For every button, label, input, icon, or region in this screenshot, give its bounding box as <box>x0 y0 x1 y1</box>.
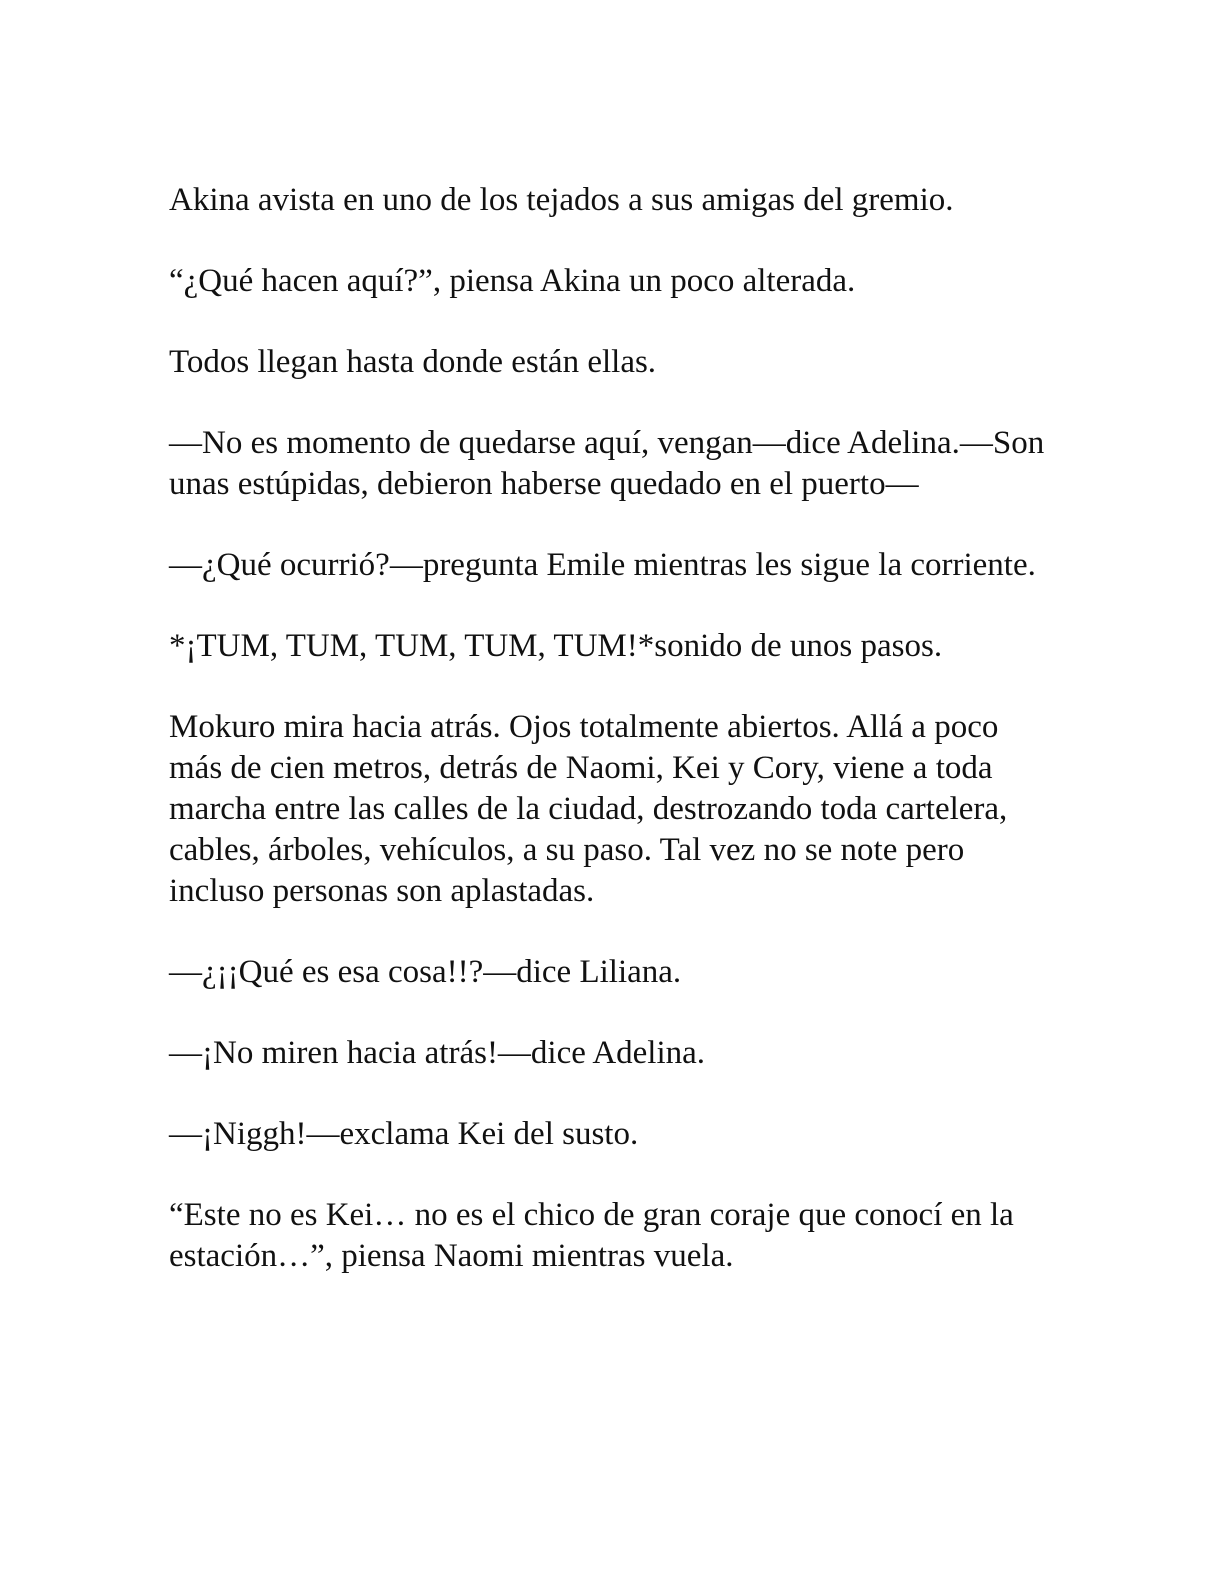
paragraph-7: Mokuro mira hacia atrás. Ojos totalmente abiertos. Allá a poco más de cien metros, detrás de Naomi, Kei y Cory, viene a toda marcha entre las calles de la ciudad, destrozando toda cartelera, cables, árboles, vehículos, a su paso. Tal vez no se note pero incluso personas son aplastadas. <box>169 709 1008 909</box>
paragraph-2: “¿Qué hacen aquí?”, piensa Akina un poco alterada. <box>169 263 856 299</box>
paragraph-6: *¡TUM, TUM, TUM, TUM, TUM!*sonido de unos pasos. <box>169 628 943 664</box>
paragraph-10: —¡Niggh!—exclama Kei del susto. <box>169 1116 639 1152</box>
paragraph-9: —¡No miren hacia atrás!—dice Adelina. <box>169 1035 706 1071</box>
document-page <box>169 180 1049 1317</box>
paragraph-11: “Este no es Kei… no es el chico de gran coraje que conocí en la estación…”, piensa Naomi mientras vuela. <box>169 1197 1014 1274</box>
paragraph-1: Akina avista en uno de los tejados a sus amigas del gremio. <box>169 182 954 218</box>
paragraph-4: —No es momento de quedarse aquí, vengan—dice Adelina.—Son unas estúpidas, debieron haberse quedado en el puerto— <box>169 425 1045 502</box>
paragraph-3: Todos llegan hasta donde están ellas. <box>169 344 657 380</box>
paragraph-8: —¿¡¡Qué es esa cosa!!?—dice Liliana. <box>169 954 682 990</box>
paragraph-5: —¿Qué ocurrió?—pregunta Emile mientras les sigue la corriente. <box>169 547 1036 583</box>
